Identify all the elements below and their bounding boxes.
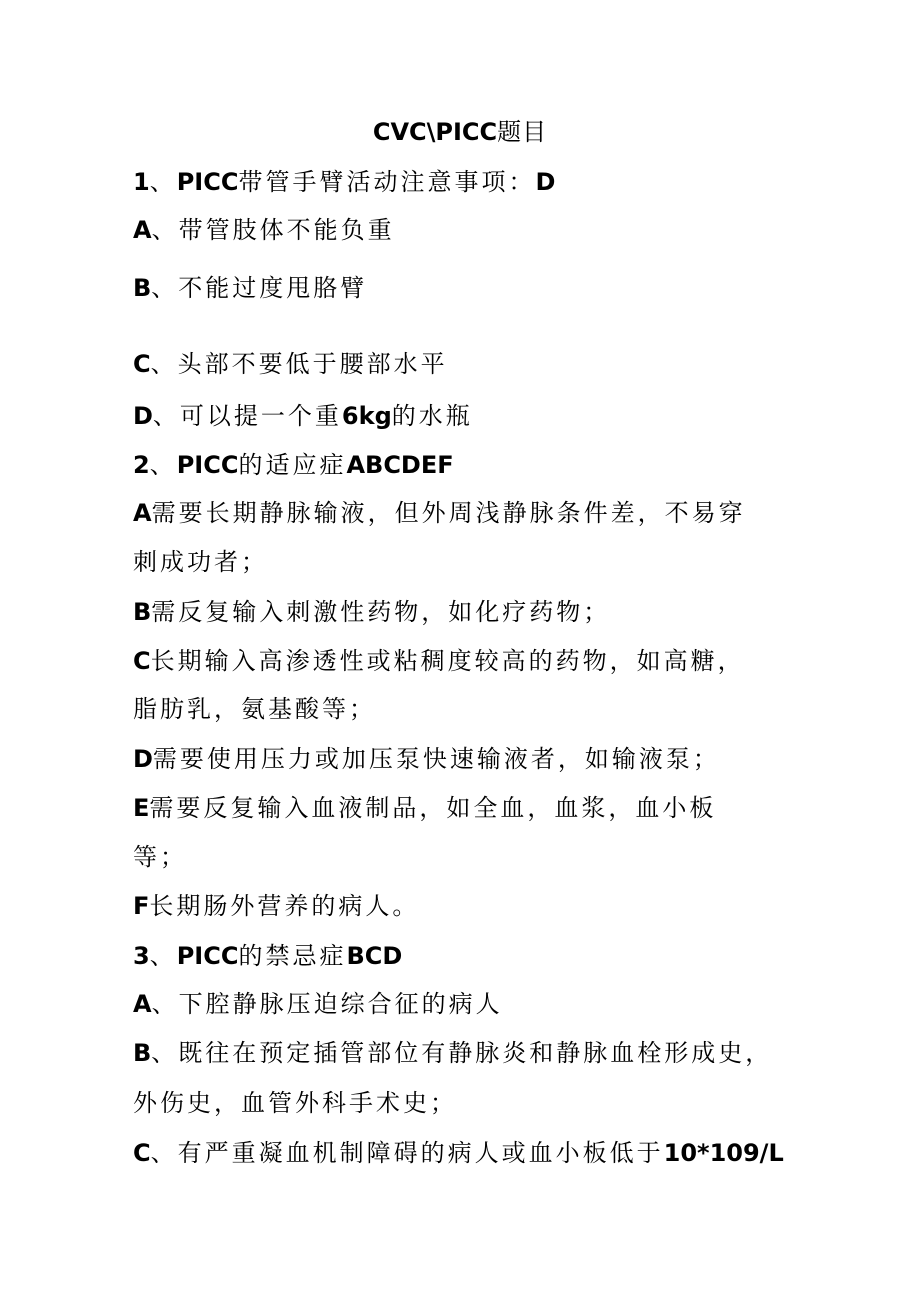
question-2: 2、PICC的适应症ABCDEF [133,451,454,479]
question-2-item-c: C长期输入高渗透性或粘稠度较高的药物，如高糖， [133,647,745,675]
question-1: 1、PICC带管手臂活动注意事项：D [133,168,556,196]
question-3: 3、PICC的禁忌症BCD [133,942,403,970]
question-3-option-c: C、有严重凝血机制障碍的病人或血小板低于10*109/L [133,1139,784,1167]
question-1-option-a: A、带管肢体不能负重 [133,216,395,244]
question-2-item-e-cont: 等； [133,843,187,871]
question-2-item-d: D需要使用压力或加压泵快速输液者，如输液泵； [133,745,720,773]
question-1-option-d: D、可以提一个重6kg的水瓶 [133,402,473,430]
question-2-item-b: B需反复输入刺激性药物，如化疗药物； [133,598,611,626]
question-1-option-c: C、头部不要低于腰部水平 [133,350,448,378]
question-3-option-a: A、下腔静脉压迫综合征的病人 [133,990,503,1018]
question-2-item-a-cont: 刺成功者； [133,548,268,576]
question-2-item-e: E需要反复输入血液制品，如全血，血浆，血小板 [133,794,717,822]
question-3-option-b: B、既往在预定插管部位有静脉炎和静脉血栓形成史， [133,1039,773,1067]
question-2-item-f: F长期肠外营养的病人。 [133,892,420,920]
question-2-item-c-cont: 脂肪乳，氨基酸等； [133,695,376,723]
question-2-item-a: A需要长期静脉输液，但外周浅静脉条件差，不易穿 [133,499,746,527]
question-3-option-b-cont: 外伤史，血管外科手术史； [133,1089,457,1117]
question-1-option-b: B、不能过度甩胳臂 [133,274,368,302]
document-title: CVC\PICC题目 [372,118,548,146]
